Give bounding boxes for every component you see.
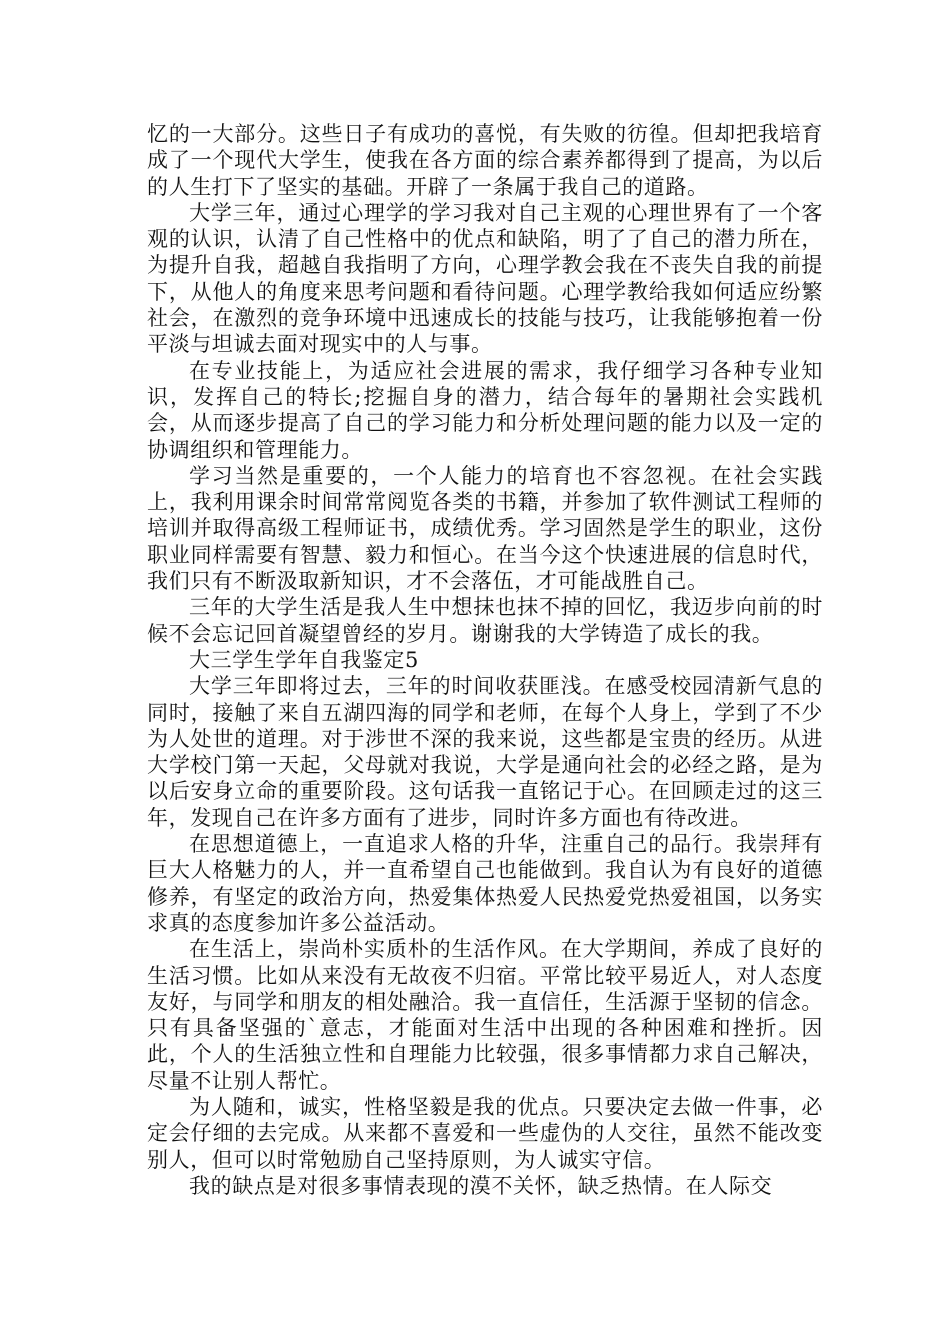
paragraph-8: 在生活上，崇尚朴实质朴的生活作风。在大学期间，养成了良好的生活习惯。比如从来没有无故夜不归宿。平常比较平易近人，对人态度友好，与同学和朋友的相处融洽。我一直信任，生活源于坚韧的信念。只有具备坚强的`意志，才能面对生活中出现的各种困难和挫折。因此，个人的生活独立性和自理能力比较强，很多事情都力求自己解决，尽量不让别人帮忙。 <box>147 937 823 1093</box>
paragraph-9: 为人随和，诚实，性格坚毅是我的优点。只要决定去做一件事，必定会仔细的去完成。从来都不喜爱和一些虚伪的人交往，虽然不能改变别人，但可以时常勉励自己坚持原则，为人诚实守信。 <box>147 1094 823 1172</box>
paragraph-4: 学习当然是重要的，一个人能力的培育也不容忽视。在社会实践上，我利用课余时间常常阅览各类的书籍，并参加了软件测试工程师的培训并取得高级工程师证书，成绩优秀。学习固然是学生的职业，这份职业同样需要有智慧、毅力和恒心。在当今这个快速进展的信息时代，我们只有不断汲取新知识，才不会落伍，才可能战胜自己。 <box>147 463 823 594</box>
document-body <box>147 121 823 1199</box>
paragraph-2: 大学三年，通过心理学的学习我对自己主观的心理世界有了一个客观的认识，认清了自己性格中的优点和缺陷，明了了自己的潜力所在，为提升自我，超越自我指明了方向，心理学教会我在不丧失自我的前提下，从他人的角度来思考问题和看待问题。心理学教给我如何适应纷繁社会，在激烈的竞争环境中迅速成长的技能与技巧，让我能够抱着一份平淡与坦诚去面对现实中的人与事。 <box>147 200 823 357</box>
paragraph-5: 三年的大学生活是我人生中想抹也抹不掉的回忆，我迈步向前的时候不会忘记回首凝望曾经的岁月。谢谢我的大学铸造了成长的我。 <box>147 595 823 646</box>
paragraph-1: 忆的一大部分。这些日子有成功的喜悦，有失败的彷徨。但却把我培育成了一个现代大学生，使我在各方面的综合素养都得到了提高，为以后的人生打下了坚实的基础。开辟了一条属于我自己的道路。 <box>147 122 823 199</box>
paragraph-6: 大学三年即将过去，三年的时间收获匪浅。在感受校园清新气息的同时，接触了来自五湖四海的同学和老师，在每个人身上，学到了不少为人处世的道理。对于涉世不深的我来说，这些都是宝贵的经历。从进大学校门第一天起，父母就对我说，大学是通向社会的必经之路，是为以后安身立命的重要阶段。这句话我一直铭记于心。在回顾走过的这三年，发现自己在许多方面有了进步，同时许多方面也有待改进。 <box>147 674 823 830</box>
paragraph-10: 我的缺点是对很多事情表现的漠不关怀，缺乏热情。在人际交 <box>189 1173 773 1198</box>
paragraph-3: 在专业技能上，为适应社会进展的需求，我仔细学习各种专业知识，发挥自己的特长;挖掘自身的潜力，结合每年的暑期社会实践机会，从而逐步提高了自己的学习能力和分析处理问题的能力以及一定的协调组织和管理能力。 <box>147 358 823 462</box>
paragraph-7: 在思想道德上，一直追求人格的升华，注重自己的品行。我崇拜有巨大人格魅力的人，并一直希望自己也能做到。我自认为有良好的道德修养，有坚定的政治方向，热爱集体热爱人民热爱党热爱祖国，以务实求真的态度参加许多公益活动。 <box>147 832 823 935</box>
section-heading: 大三学生学年自我鉴定5 <box>189 647 419 672</box>
